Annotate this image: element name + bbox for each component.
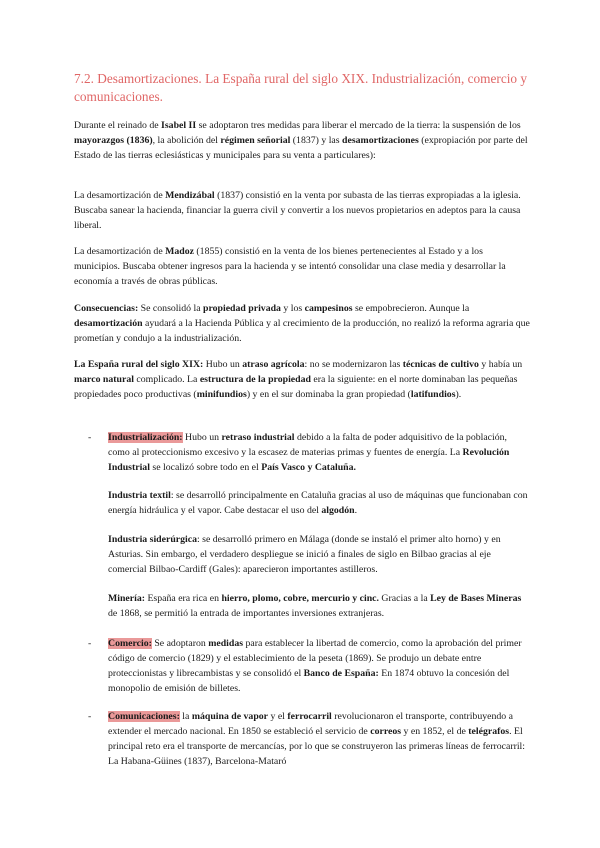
comunicaciones-item: Comunicaciones: la máquina de vapor y el ferrocarril revolucionaron el transporte, contribuyendo a extender el mercado nacional. En 1850 se estableció el servicio de correos y en 1852, el de telégrafos. El principal reto era el transporte de mercancías, por lo que se construyeron las primeras líneas de ferrocarril: La Habana-Güines (1837), Barcelona-Mataró	[108, 711, 526, 767]
mineria-paragraph: Minería: España era rica en hierro, plomo, cobre, mercurio y cinc. Gracias a la Ley de Bases Mineras de 1868, se permitió la entrada de importantes inversiones extranjeras.	[108, 593, 522, 619]
bullet-dash: -	[88, 711, 92, 722]
section-title: 7.2. Desamortizaciones. La España rural del siglo XIX. Industrialización, comercio y comunicaciones.	[74, 71, 528, 104]
intro-paragraph: Durante el reinado de Isabel II se adoptaron tres medidas para liberar el mercado de la tierra: la suspensión de los mayorazgos (1836), la abolición del régimen señorial (1837) y las desamortizaciones (expropiación por parte del Estado de las tierras eclesiásticas y municipales para su venta a particulares):	[74, 120, 528, 161]
madoz-paragraph: La desamortización de Madoz (1855) consistió en la venta de los bienes pertenecientes al Estado y a los municipios. Buscaba obtener ingresos para la hacienda y se intentó consolidar una clase media y desarrollar la economía a través de obras públicas.	[74, 246, 506, 287]
industrializacion-item: Industrialización: Hubo un retraso industrial debido a la falta de poder adquisitivo de la población, como al proteccionismo excesivo y la escasez de materias primas y fuentes de energía. La Revolución Industrial se localizó sobre todo en el País Vasco y Cataluña.	[108, 432, 510, 473]
mendizabal-paragraph: La desamortización de Mendizábal (1837) consistió en la venta por subasta de las tierras expropiadas a la iglesia. Buscaba sanear la hacienda, financiar la guerra civil y convertir a los nuevos propietarios en adeptos para la causa liberal.	[74, 190, 521, 231]
industrializacion-heading: Industrialización:	[108, 432, 183, 443]
siderurgica-paragraph: Industria siderúrgica: se desarrolló primero en Málaga (donde se instaló el primer alto horno) y en Asturias. Sin embargo, el verdadero despliegue se inició a finales de siglo en Bilbao gracias al eje comercial Bilbao-Cardiff (Gales): aparecieron importantes astilleros.	[108, 534, 501, 575]
consecuencias-paragraph: Consecuencias: Se consolidó la propiedad privada y los campesinos se empobrecieron. Aunque la desamortización ayudará a la Hacienda Pública y al crecimiento de la producción, no realizó la reforma agraria que prometían y condujo a la industrialización.	[74, 303, 530, 344]
bullet-dash: -	[88, 638, 92, 649]
textil-paragraph: Industria textil: se desarrolló principalmente en Cataluña gracias al uso de máquinas que funcionaban con energía hidráulica y el vapor. Cabe destacar el uso del algodón.	[108, 490, 528, 516]
comercio-heading: Comercio:	[108, 638, 152, 649]
comunicaciones-heading: Comunicaciones:	[108, 711, 180, 722]
bullet-dash: -	[88, 432, 92, 443]
rural-paragraph: La España rural del siglo XIX: Hubo un atraso agrícola: no se modernizaron las técnicas de cultivo y había un marco natural complicado. La estructura de la propiedad era la siguiente: en el norte dominaban las pequeñas propiedades poco productivas (minifundios) y en el sur dominaba la gran propiedad (latifundios).	[74, 359, 523, 400]
comercio-item: Comercio: Se adoptaron medidas para establecer la libertad de comercio, como la aprobación del primer código de comercio (1829) y el establecimiento de la peseta (1869). Se produjo un debate entre proteccionistas y librecambistas y se consolidó el Banco de España: En 1874 obtuvo la concesión del monopolio de emisión de billetes.	[108, 638, 522, 694]
